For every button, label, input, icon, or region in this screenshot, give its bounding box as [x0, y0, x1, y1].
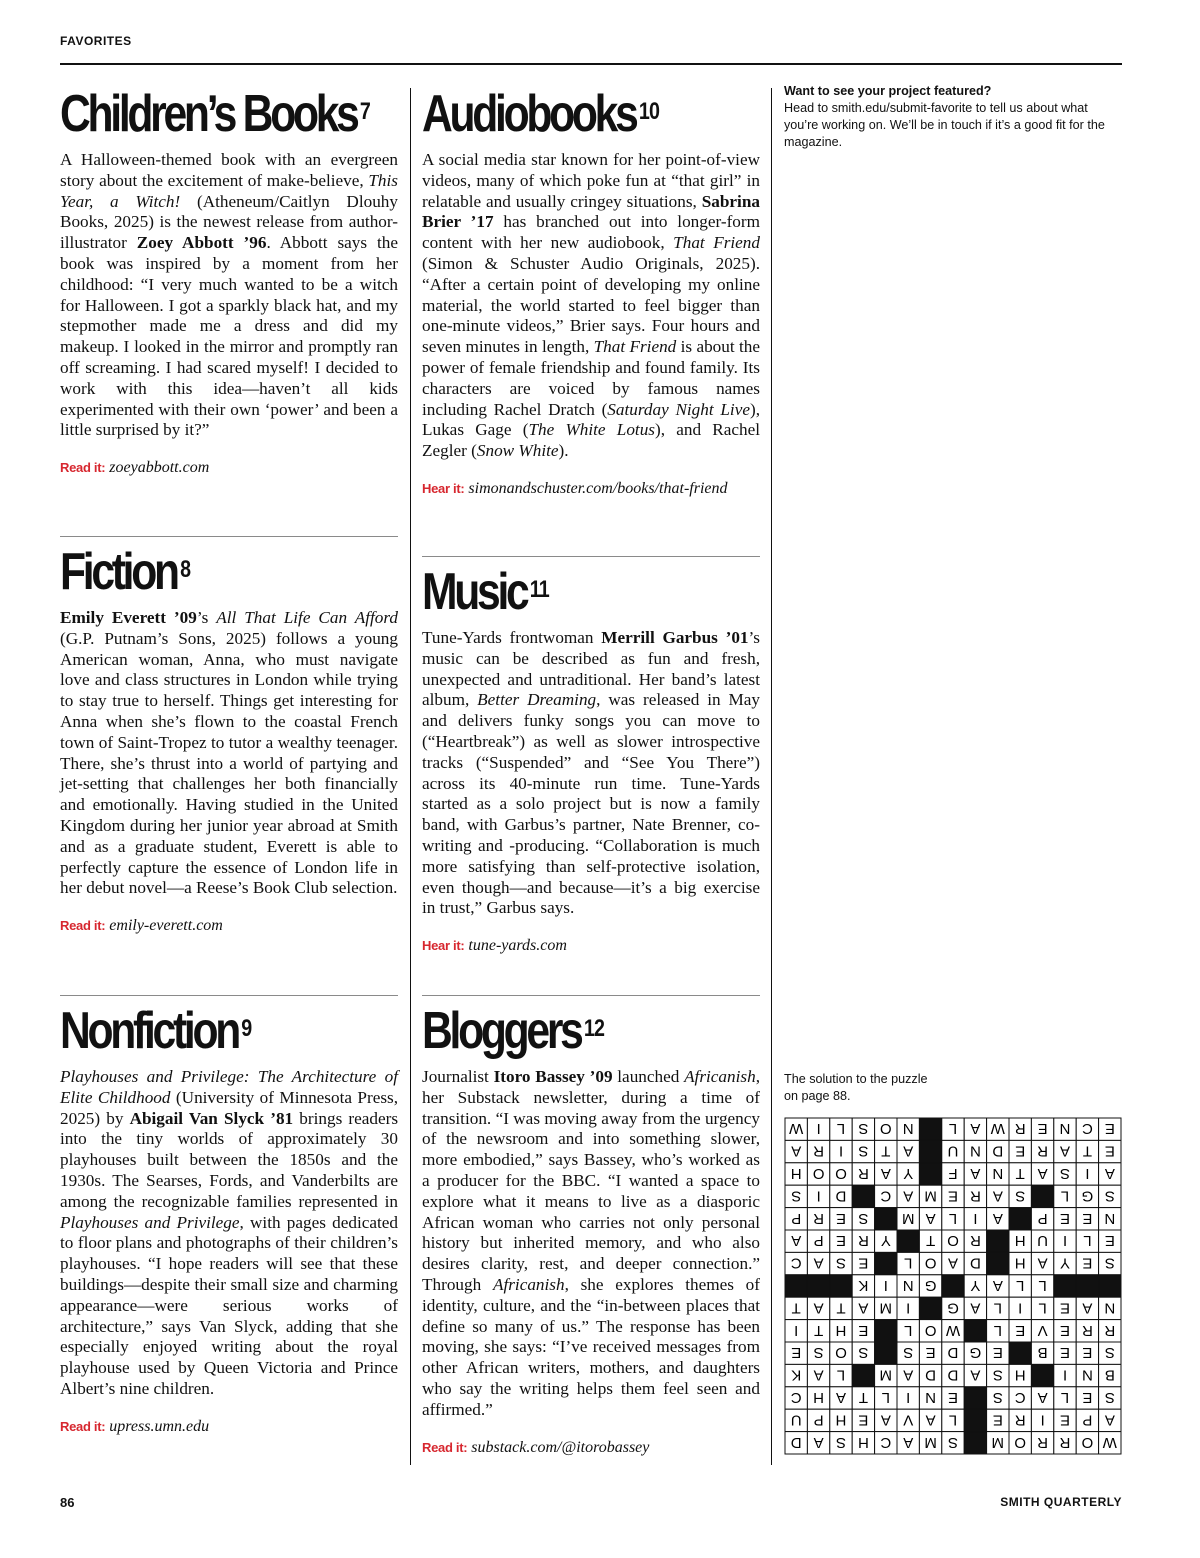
crossword-letter: S	[791, 1187, 802, 1205]
crossword-letter: Y	[970, 1277, 981, 1294]
crossword-letter: S	[992, 1389, 1003, 1406]
crossword-letter: O	[924, 1321, 937, 1339]
crossword-letter: E	[947, 1187, 959, 1205]
section-heading: Bloggers $^{12}$	[422, 1002, 605, 1060]
crossword-letter: S	[1104, 1187, 1115, 1205]
crossword-letter: A	[880, 1411, 891, 1429]
crossword-letter: L	[836, 1366, 846, 1384]
crossword-black-cell	[1031, 1364, 1053, 1386]
crossword-letter: L	[881, 1389, 890, 1406]
crossword-letter: L	[1038, 1299, 1047, 1317]
crossword-letter: I	[1062, 1232, 1068, 1250]
crossword-letter: P	[813, 1411, 824, 1429]
crossword-letter: F	[948, 1165, 958, 1182]
crossword-letter: O	[1014, 1433, 1027, 1451]
section-body: Emily Everett ’09’s All That Life Can Afford (G.P. Putnam’s Sons, 2025) follows a young American woman, Anna, who must navigate love and class structures in London while trying to stay true to herself. Things get interesting for Anna when she’s flown to the coastal French town of Saint-Tropez to tutor a wealthy teenager. There, she’s thrust into a world of partying and jet-setting that challenges her both financially and emotionally. Having studied in the United Kingdom during her junior year abroad at Smith and as a graduate student, Everett is able to perfectly capture the essence of London life in her debut novel—a Reese’s Book Club selection.	[60, 608, 398, 898]
crossword-letter: D	[947, 1344, 959, 1362]
section-body: A Halloween-themed book with an evergreen story about the excitement of make-believe, This Year, a Witch! (Atheneum/Caitlyn Dlouhy Books, 2025) is the newest release from author-illustrator Zoey Abbott ’96. Abbott says the book was inspired by a moment from her childhood: “I very much wanted to be a witch for Halloween. I got a sparkly black hat, and my stepmother made me a dress and did my makeup. I looked in the mirror and promptly ran off screaming. I had scared myself! I decided to work with this idea—haven’t all kids experimented with their own ‘power’ and been a little surprised by it?”	[60, 150, 398, 440]
crossword-letter: I	[906, 1389, 911, 1406]
crossword-letter: R	[1014, 1411, 1026, 1429]
crossword-black-cell	[1054, 1275, 1076, 1297]
publication-name: SMITH QUARTERLY	[1000, 1495, 1122, 1509]
crossword-letter: D	[947, 1366, 959, 1384]
crossword-letter: N	[925, 1389, 937, 1406]
submit-note-text: Head to smith.edu/submit-favorite to tell us about what you’re working on. We’ll be in touch if it’s a good fit for the magazine.	[784, 101, 1105, 149]
crossword-letter: Y	[1059, 1254, 1071, 1272]
crossword-letter: I	[816, 1120, 821, 1138]
crossword-letter: A	[1082, 1299, 1093, 1317]
crossword-letter: L	[1060, 1187, 1070, 1205]
crossword-black-cell	[1009, 1342, 1031, 1364]
crossword-letter: S	[1104, 1344, 1115, 1362]
crossword-black-cell	[875, 1252, 897, 1274]
crossword-letter: P	[1037, 1209, 1048, 1227]
crossword-letter: W	[789, 1120, 804, 1138]
crossword-letter: I	[838, 1142, 844, 1160]
crossword-letter: C	[790, 1389, 802, 1406]
crossword-letter: E	[1015, 1142, 1026, 1160]
crossword-letter: H	[835, 1411, 847, 1429]
crossword-black-cell	[852, 1364, 874, 1386]
crossword-letter: A	[813, 1433, 824, 1451]
crossword-letter: M	[879, 1366, 893, 1384]
crossword-black-cell	[875, 1342, 897, 1364]
crossword-letter: N	[1059, 1120, 1071, 1138]
crossword-letter: P	[791, 1209, 802, 1227]
crossword-letter: O	[835, 1344, 847, 1362]
section-heading: Fiction $^8$	[60, 543, 191, 601]
crossword-letter: A	[791, 1232, 802, 1250]
section-label: FAVORITES	[60, 34, 132, 48]
crossword-letter: A	[970, 1299, 981, 1317]
crossword-letter: A	[1037, 1389, 1048, 1406]
crossword-letter: A	[903, 1433, 914, 1451]
crossword-letter: Y	[880, 1232, 891, 1250]
crossword-letter: E	[835, 1232, 847, 1250]
crossword-letter: I	[883, 1277, 888, 1294]
crossword-letter: E	[1104, 1120, 1115, 1138]
crossword-letter: A	[835, 1389, 847, 1406]
crossword-letter: H	[790, 1165, 802, 1182]
crossword-letter: I	[1018, 1299, 1023, 1317]
section-fiction	[60, 544, 398, 935]
crossword-letter: C	[790, 1254, 802, 1272]
crossword-letter: N	[902, 1277, 914, 1294]
crossword-letter: D	[969, 1254, 981, 1272]
crossword-letter: A	[925, 1209, 936, 1227]
section-heading: Audiobooks $^{10}$	[422, 85, 660, 143]
section-body: A social media star known for her point-of-view videos, many of which poke fun at “that girl” in relatable and usually cringey situations, Sabrina Brier ’17 has branched out into longer-form content with her new audiobook, That Friend (Simon & Schuster Audio Originals, 2025). “After a certain point of developing my online material, the world started to feel bigger than one-minute videos,” Brier says. Four hours and seven minutes in length, That Friend is about the power of female friendship and found family. Its characters are voiced by famous names including Rachel Dratch (Saturday Night Live), Lukas Gage (The White Lotus), and Rachel Zegler (Snow White).	[422, 150, 760, 461]
crossword-letter: P	[813, 1232, 824, 1250]
crossword-letter: I	[1085, 1165, 1090, 1182]
header-rule	[60, 63, 1122, 65]
crossword-letter: E	[1082, 1344, 1093, 1362]
crossword-letter: E	[791, 1344, 802, 1362]
crossword-letter: C	[880, 1433, 892, 1451]
crossword-letter: G	[924, 1277, 937, 1294]
crossword-letter: L	[1038, 1277, 1047, 1294]
crossword-letter: L	[904, 1254, 913, 1272]
crossword-letter: U	[790, 1411, 802, 1429]
section-separator	[422, 556, 760, 557]
crossword-letter: O	[1081, 1433, 1094, 1451]
crossword-letter: I	[816, 1187, 821, 1205]
crossword-letter: L	[993, 1299, 1002, 1317]
section-heading: Nonfiction $^9$	[60, 1002, 252, 1060]
crossword-letter: H	[1014, 1232, 1026, 1250]
crossword-letter: N	[969, 1142, 981, 1160]
crossword-letter: R	[813, 1209, 825, 1227]
crossword-letter: O	[835, 1165, 847, 1182]
crossword-letter: E	[835, 1209, 847, 1227]
crossword-letter: T	[881, 1142, 891, 1160]
crossword-letter: S	[947, 1433, 959, 1451]
section-body: Journalist Itoro Bassey ’09 launched Africanish, her Substack newsletter, during a time of transition. “I was moving away from the urgency of the newsroom and into something slower, more embodied,” says Bassey, who’s worked as a producer for the BBC. “I wanted a space to explore what it means to live as a diasporic African woman who carries not only personal history but inherited memory, and who also desires clarity, rest, and deeper connection.” Through Africanish, she explores themes of identity, culture, and the “in-between places that define so many of us.” The response has been moving, she says: “I’ve received messages from other African writers, mothers, and daughters who say the writing helps them feel seen and affirmed.”	[422, 1067, 761, 1419]
crossword-letter: E	[1082, 1254, 1093, 1272]
crossword-letter: S	[858, 1209, 869, 1227]
crossword-letter: S	[835, 1254, 847, 1272]
crossword-black-cell	[785, 1275, 807, 1297]
crossword-letter: A	[992, 1277, 1003, 1294]
crossword-letter: I	[973, 1209, 978, 1227]
section-link[interactable]: Hear it: simonandschuster.com/books/that-friend	[422, 479, 728, 497]
crossword-letter: S	[1104, 1389, 1115, 1406]
crossword-letter: V	[1037, 1321, 1048, 1339]
crossword-letter: L	[836, 1120, 846, 1138]
crossword-letter: G	[947, 1299, 959, 1317]
crossword-letter: G	[1081, 1187, 1094, 1205]
section-link[interactable]: Read it: zoeyabbott.com	[60, 459, 210, 477]
crossword-letter: O	[947, 1232, 959, 1250]
crossword-letter: I	[1040, 1411, 1045, 1429]
crossword-letter: E	[1037, 1120, 1048, 1138]
crossword-letter: O	[812, 1165, 825, 1182]
column-divider-right	[771, 88, 772, 1465]
section-body: Tune-Yards frontwoman Merrill Garbus ’01’s music can be described as fun and fresh, unexpected and untraditional. Her band’s latest album, Better Dreaming, was released in May and delivers funky songs you can move to (“Heartbreak”) as well as slower introspective tracks (“Suspended” and “See You There”) across its 40-minute run time. Tune-Yards started as a solo project but is now a family band, with Garbus’s partner, Nate Brenner, co-writing and -producing. “Collaboration is much more satisfying than self-protective isolation, even though—and because—it’s a big exercise in trust,” Garbus says.	[422, 628, 760, 918]
crossword-letter: R	[1037, 1142, 1049, 1160]
crossword-letter: H	[813, 1389, 825, 1406]
section-music	[422, 564, 760, 955]
crossword-letter: H	[1014, 1366, 1026, 1384]
crossword-letter: E	[858, 1411, 869, 1429]
crossword-letter: A	[903, 1142, 914, 1160]
crossword-letter: L	[948, 1120, 958, 1138]
crossword-letter: B	[1037, 1344, 1048, 1362]
crossword-black-cell	[987, 1230, 1009, 1252]
crossword-letter: A	[925, 1411, 936, 1429]
crossword-letter: E	[1104, 1232, 1115, 1250]
crossword-letter: E	[858, 1321, 869, 1339]
crossword-letter: T	[1082, 1142, 1092, 1160]
crossword-letter: A	[947, 1254, 959, 1272]
crossword-black-cell	[1099, 1275, 1121, 1297]
crossword-letter: R	[857, 1165, 869, 1182]
crossword-letter: L	[904, 1321, 913, 1339]
crossword-letter: V	[903, 1411, 914, 1429]
crossword-letter: M	[901, 1209, 915, 1227]
crossword-letter: S	[835, 1433, 847, 1451]
crossword-black-cell	[875, 1320, 897, 1342]
crossword-black-cell	[875, 1208, 897, 1230]
crossword-letter: N	[992, 1165, 1004, 1182]
crossword-letter: D	[835, 1187, 847, 1205]
crossword-letter: A	[1037, 1254, 1048, 1272]
crossword-letter: A	[992, 1209, 1003, 1227]
crossword-black-cell	[919, 1163, 941, 1185]
crossword-letter: M	[991, 1433, 1005, 1451]
crossword-letter: A	[1059, 1142, 1071, 1160]
crossword-letter: S	[1104, 1254, 1115, 1272]
crossword-letter: N	[1081, 1366, 1093, 1384]
crossword-letter: I	[794, 1321, 799, 1339]
crossword-letter: T	[926, 1232, 936, 1250]
crossword-letter: R	[969, 1187, 981, 1205]
crossword-letter: L	[1083, 1232, 1092, 1250]
crossword-letter: A	[813, 1254, 824, 1272]
section-heading: Children’s Books $^7$	[60, 85, 371, 143]
crossword-letter: D	[790, 1433, 802, 1451]
crossword-letter: E	[947, 1389, 959, 1406]
crossword-letter: T	[1015, 1165, 1025, 1182]
crossword-letter: W	[990, 1120, 1005, 1138]
crossword-black-cell	[987, 1252, 1009, 1274]
crossword-solution-caption: The solution to the puzzle on page 88.	[784, 1072, 928, 1103]
crossword-letter: R	[857, 1232, 869, 1250]
crossword-letter: L	[948, 1209, 958, 1227]
crossword-black-cell	[964, 1409, 986, 1431]
crossword-black-cell	[964, 1320, 986, 1342]
section-bloggers	[422, 1003, 760, 1457]
crossword-black-cell	[1076, 1275, 1098, 1297]
crossword-letter: O	[879, 1120, 892, 1138]
crossword-letter: W	[1102, 1433, 1117, 1451]
section-link[interactable]: Read it: emily-everett.com	[60, 917, 223, 935]
crossword-letter: T	[858, 1389, 868, 1406]
crossword-letter: A	[880, 1165, 891, 1182]
crossword-letter: S	[858, 1344, 869, 1362]
crossword-letter: N	[1104, 1299, 1116, 1317]
crossword-letter: K	[791, 1366, 802, 1384]
crossword-letter: E	[1082, 1389, 1093, 1406]
crossword-letter: W	[945, 1321, 961, 1339]
crossword-letter: H	[835, 1321, 847, 1339]
crossword-black-cell	[942, 1275, 964, 1297]
crossword-letter: E	[1059, 1299, 1071, 1317]
crossword-letter: R	[1081, 1321, 1093, 1339]
crossword-letter: A	[970, 1366, 981, 1384]
crossword-letter: A	[813, 1299, 824, 1317]
crossword-letter: R	[1014, 1120, 1026, 1138]
crossword-letter: A	[791, 1142, 802, 1160]
crossword-letter: E	[1059, 1209, 1071, 1227]
crossword-letter: T	[791, 1299, 801, 1317]
crossword-letter: B	[1104, 1366, 1115, 1384]
section-childrens-books	[60, 86, 398, 477]
crossword-letter: A	[1037, 1165, 1048, 1182]
submit-note	[784, 83, 1114, 151]
crossword-letter: P	[1082, 1411, 1093, 1429]
crossword-letter: E	[858, 1254, 869, 1272]
section-audiobooks	[422, 86, 760, 498]
crossword-letter: S	[813, 1344, 824, 1362]
crossword-black-cell	[807, 1275, 829, 1297]
crossword-letter: E	[992, 1344, 1003, 1362]
crossword-black-cell	[1009, 1208, 1031, 1230]
crossword-letter: R	[813, 1142, 825, 1160]
crossword-black-cell	[919, 1118, 941, 1140]
crossword-letter: A	[858, 1299, 869, 1317]
crossword-letter: L	[948, 1411, 958, 1429]
crossword-letter: G	[969, 1344, 982, 1362]
submit-note-title: Want to see your project featured?	[784, 84, 992, 98]
crossword-letter: H	[857, 1433, 869, 1451]
crossword-letter: U	[947, 1142, 959, 1160]
crossword-letter: U	[1037, 1232, 1049, 1250]
crossword-letter: S	[858, 1120, 869, 1138]
crossword-letter: C	[880, 1187, 892, 1205]
crossword-black-cell	[919, 1140, 941, 1162]
crossword-letter: E	[1059, 1344, 1071, 1362]
crossword-letter: S	[903, 1344, 914, 1362]
crossword-letter: I	[1062, 1366, 1068, 1384]
crossword-letter: E	[1059, 1321, 1071, 1339]
crossword-letter: E	[1015, 1321, 1026, 1339]
section-link[interactable]: Read it: upress.umn.edu	[60, 1417, 210, 1435]
crossword-letter: E	[1082, 1209, 1093, 1227]
section-separator	[60, 536, 398, 537]
crossword-letter: R	[1059, 1433, 1071, 1451]
crossword-letter: S	[1015, 1187, 1026, 1205]
section-separator	[60, 995, 398, 996]
crossword-black-cell	[964, 1387, 986, 1409]
crossword-letter: L	[993, 1321, 1002, 1339]
crossword-letter: N	[1104, 1209, 1116, 1227]
crossword-solution-grid	[784, 1117, 1122, 1455]
crossword-letter: N	[902, 1120, 914, 1138]
crossword-letter: L	[1060, 1389, 1070, 1406]
crossword-letter: R	[1037, 1433, 1049, 1451]
crossword-letter: D	[925, 1366, 937, 1384]
crossword-letter: R	[969, 1232, 981, 1250]
crossword-black-cell	[852, 1185, 874, 1207]
page-number: 86	[60, 1495, 75, 1510]
crossword-black-cell	[919, 1297, 941, 1319]
crossword-letter: T	[836, 1299, 846, 1317]
crossword-letter: M	[924, 1433, 937, 1451]
crossword-letter: H	[1014, 1254, 1026, 1272]
crossword-letter: A	[992, 1187, 1003, 1205]
section-nonfiction	[60, 1003, 398, 1436]
crossword-letter: L	[1016, 1277, 1025, 1294]
section-separator	[422, 995, 760, 996]
section-link[interactable]: Hear it: tune-yards.com	[422, 937, 567, 955]
column-divider-left	[410, 88, 411, 1465]
crossword-letter: D	[992, 1142, 1004, 1160]
crossword-letter: A	[1104, 1411, 1115, 1429]
crossword-letter: M	[924, 1187, 937, 1205]
crossword-letter: C	[1081, 1120, 1093, 1138]
crossword-letter: I	[906, 1299, 911, 1317]
crossword-letter: R	[1104, 1321, 1116, 1339]
section-body: Playhouses and Privilege: The Architecture of Elite Childhood (University of Minnesota Press, 2025) by Abigail Van Slyck ’81 brings readers into the tiny worlds of approximately 30 playhouses built between the 1850s and the 1930s. The Searses, Fords, and Vanderbilts are among the recognizable families represented in Playhouses and Privilege, with pages dedicated to floor plans and photographs of their children’s playhouses. “I hope readers will see that these buildings—despite their small size and charming appearance—were serious works of architecture,” says Van Slyck, adding that she especially enjoyed writing about the royal playhouse used by Queen Victoria and Prince Albert’s nine children.	[60, 1067, 399, 1398]
crossword-black-cell	[964, 1432, 986, 1454]
crossword-letter: C	[1014, 1389, 1026, 1406]
crossword-letter: S	[992, 1366, 1003, 1384]
section-heading: Music $^{11}$	[422, 563, 549, 621]
crossword-black-cell	[1031, 1185, 1053, 1207]
crossword-letter: O	[924, 1254, 937, 1272]
crossword-letter: A	[970, 1120, 981, 1138]
crossword-letter: A	[903, 1366, 914, 1384]
crossword-letter: A	[970, 1165, 981, 1182]
crossword-letter: Y	[903, 1165, 914, 1182]
crossword-letter: S	[1059, 1165, 1071, 1182]
section-link[interactable]: Read it: substack.com/@itorobassey	[422, 1438, 650, 1456]
crossword-letter: A	[903, 1187, 914, 1205]
crossword-letter: E	[992, 1411, 1003, 1429]
crossword-letter: K	[858, 1277, 869, 1294]
crossword-black-cell	[897, 1230, 919, 1252]
crossword-letter: M	[879, 1299, 893, 1317]
crossword-black-cell	[830, 1275, 852, 1297]
crossword-letter: T	[814, 1321, 824, 1339]
crossword-letter: A	[813, 1366, 824, 1384]
crossword-letter: A	[1104, 1165, 1115, 1182]
crossword-letter: E	[1059, 1411, 1071, 1429]
crossword-letter: S	[858, 1142, 869, 1160]
crossword-letter: E	[925, 1344, 936, 1362]
crossword-letter: E	[1104, 1142, 1115, 1160]
